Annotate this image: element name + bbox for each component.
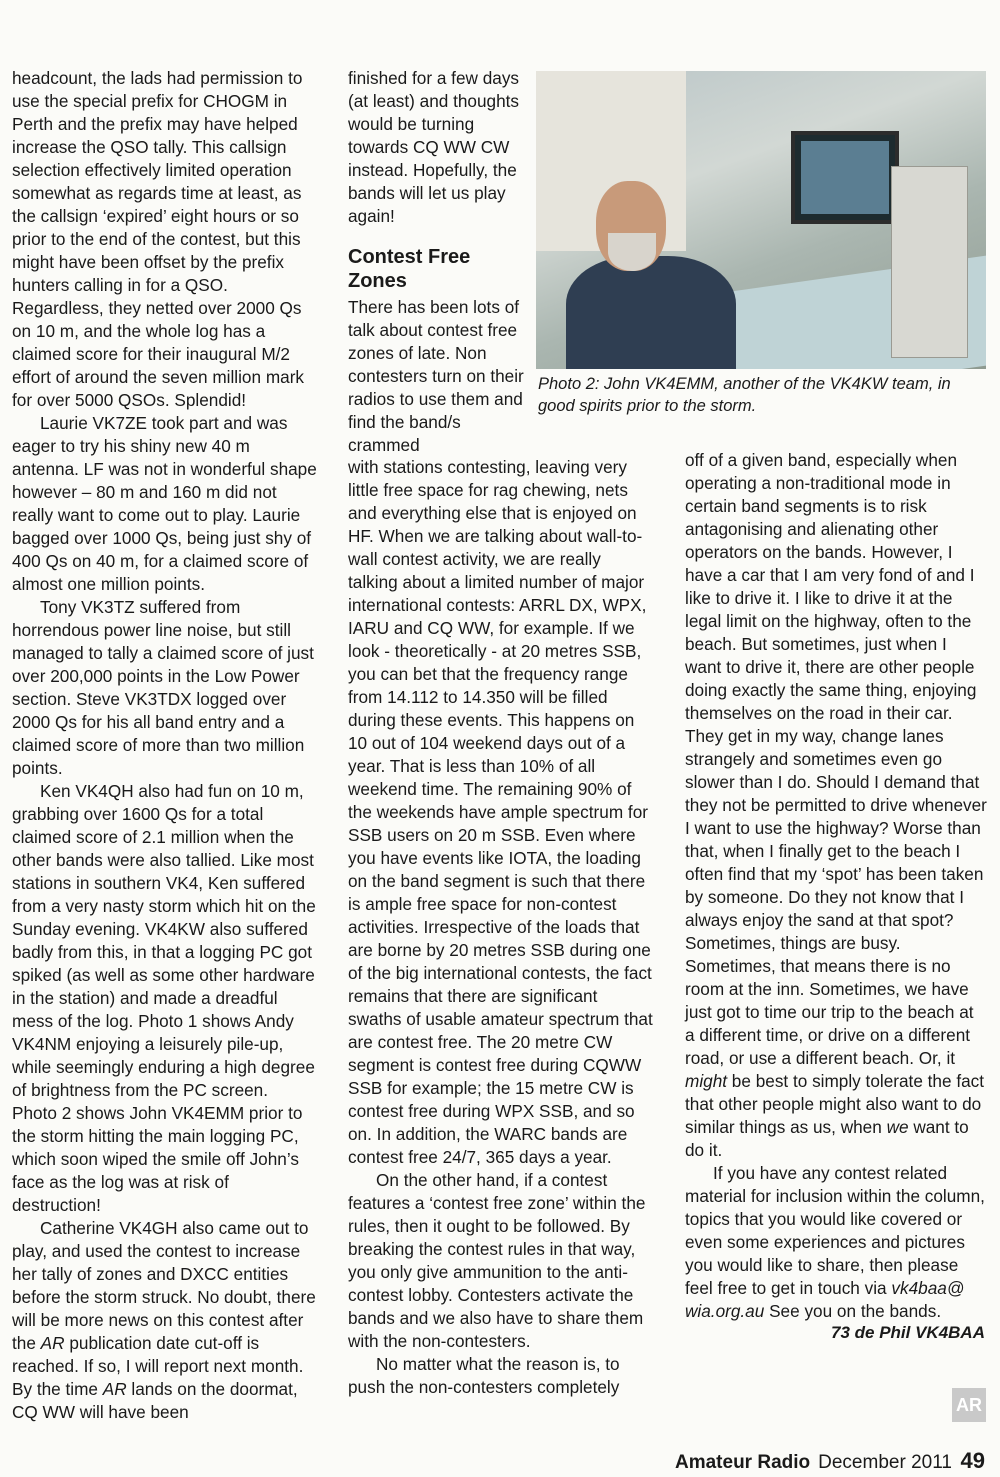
paragraph <box>12 1217 317 1424</box>
text-run: Catherine VK4GH also came out to play, and used the contest to increase her tally of zones and DXCC entities before the storm struck. No doubt, there will be more news on this contest after the <box>12 1218 316 1353</box>
paragraph: finished for a few days (at least) and thoughts would be turning towards CQ WW CW instead. Hopefully, the bands will let us play again! <box>348 68 520 226</box>
column-1 <box>12 67 317 1424</box>
text-run: lands on the doormat, CQ WW will have been <box>12 1379 298 1422</box>
page-number: 49 <box>960 1448 985 1473</box>
column-2-main <box>348 456 653 1399</box>
paragraph: No matter what the reason is, to push the non-contesters completely <box>348 1354 620 1397</box>
text-run: If you have any contest related material for inclusion within the column, topics that you would like covered or even some experiences and pictures you would like to share, then please feel free to get in touch via <box>685 1163 985 1298</box>
text-run: publication date cut-off is reached. If so, I will report next month. By the time <box>12 1333 304 1399</box>
paragraph: Ken VK4QH also had fun on 10 m, grabbing over 1600 Qs for a total claimed score of 2.1 million when the other bands were also tallied. Like most stations in southern VK4, Ken suffered from a very nasty storm which hit on the Sunday evening. VK4KW also suffered badly from this, in that a logging PC got spiked (as well as some other hardware in the station) and made a dreadful mess of the log. Photo 1 shows Andy VK4NM enjoying a leisurely pile-up, while seemingly enduring a high degree of brightness from the PC screen. Photo 2 shows John VK4EMM prior to the storm hitting the main logging PC, which soon wiped the smile off John’s face as the log was at risk of destruction! <box>12 781 316 1215</box>
person-body <box>566 256 736 369</box>
monitor <box>791 131 899 224</box>
author-signoff: 73 de Phil VK4BAA <box>831 1323 985 1342</box>
text-run: be best to simply tolerate the fact that other people might also want to do similar things as us, when <box>685 1071 985 1137</box>
section-heading: Contest Free Zones <box>348 246 471 292</box>
photo-caption: Photo 2: John VK4EMM, another of the VK4KW team, in good spirits prior to the storm. <box>538 375 951 415</box>
emphasis: we <box>886 1117 909 1137</box>
paragraph: with stations contesting, leaving very little free space for rag chewing, nets and everything else that is enjoyed on HF. When we are talking about wall-to-wall contest activity, we are really talking about a limited number of major international contests: ARRL DX, WPX, IARU and CQ WW, for example. If we look - theoretically - at 20 metres SSB, you can bet that the frequency range from 14.112 to 14.350 will be filled during these events. This happens on 10 out of 104 weekend days out of a year. That is less than 10% of all weekend time. The remaining 90% of the weekends have ample spectrum for SSB users on 20 m SSB. Even where you have events like IOTA, the loading on the band segment is such that there is ample free space for non-contest activities. Irrespective of the loads that are borne by 20 metres SSB during one of the big international contests, the fact remains that there are significant swaths of usable amateur spectrum that are contest free. The 20 metre CW segment is contest free during CQWW SSB for example; the 15 metre CW is contest free during WPX SSB, and so on. In addition, the WARC bands are contest free 24/7, 365 days a year. <box>348 457 653 1167</box>
column-3 <box>685 449 987 1323</box>
page-footer <box>675 1448 985 1474</box>
text-run: want to do it. <box>685 1117 969 1160</box>
column-2-top <box>348 67 528 228</box>
paragraph: Tony VK3TZ suffered from horrendous power line noise, but still managed to tally a claimed score of just over 200,000 points in the Low Power section. Steve VK3TDX logged over 2000 Qs for his all band entry and a claimed score of more than two million points. <box>12 597 314 778</box>
column-2-intro <box>348 296 528 457</box>
emphasis: might <box>685 1071 728 1091</box>
photo-2 <box>536 71 986 369</box>
paragraph: Laurie VK7ZE took part and was eager to try his shiny new 40 m antenna. LF was not in wonderful shape however – 80 m and 160 m did not really want to come out to play. Laurie bagged over 1000 Qs, being just shy of 400 Qs on 40 m, for a claimed score of almost one million points. <box>12 413 317 594</box>
paragraph: headcount, the lads had permission to use the special prefix for CHOGM in Perth and the prefix may have helped increase the QSO tally. This callsign selection effectively limited operation somewhat as regards time at least, as the callsign ‘expired’ eight hours or so prior to the end of the contest, but this might have been offset by the prefix hunters calling in for a QSO. Regardless, they netted over 2000 Qs on 10 m, and the whole log has a claimed score for their inaugural M/2 effort of around the seven million mark for over 5000 QSOs. Splendid! <box>12 68 305 410</box>
emphasis: AR <box>102 1379 127 1399</box>
text-run: See you on the bands. <box>764 1301 942 1321</box>
pc-tower <box>891 166 968 358</box>
issue-date: December 2011 <box>818 1452 952 1473</box>
magazine-name: Amateur Radio <box>675 1452 811 1473</box>
paragraph: There has been lots of talk about contest free zones of late. Non contesters turn on their radios to use them and find the band/s crammed <box>348 297 524 455</box>
ar-logo-icon: AR <box>952 1388 986 1422</box>
paragraph: On the other hand, if a contest features a ‘contest free zone’ within the rules, then it ought to be followed. By breaking the contest rules in that way, you only give ammunition to the anti-contest lobby. Contesters activate the bands and we also have to share them with the non-contesters. <box>348 1170 646 1351</box>
emphasis: AR <box>40 1333 65 1353</box>
paragraph <box>685 449 987 1162</box>
monitor-screen <box>801 141 889 214</box>
paragraph <box>685 1162 987 1323</box>
beard <box>608 233 656 271</box>
email-link[interactable]: vk4baa@ wia.org.au <box>685 1278 965 1321</box>
text-run: off of a given band, especially when operating a non-traditional mode in certain band segments is to risk antagonising and alienating other operators on the bands. However, I have a car that I am very fond of and I like to drive it. I like to drive it at the legal limit on the highway, often to the beach. But sometimes, just when I want to drive it, there are other people doing exactly the same thing, enjoying themselves on the road in their car. They get in my way, change lanes strangely and sometimes even go slower than I do. Should I demand that they not be permitted to drive whenever I want to use the highway? Worse than that, when I finally get to the beach I often find that my ‘spot’ has been taken by someone. Do they not know that I always enjoy the sand at that spot? Sometimes, things are busy. Sometimes, that means there is no room at the inn. Sometimes, we have just got to time our trip to the beach at a different time, or drive on a different road, or use a different beach. Or, it <box>685 450 987 1068</box>
